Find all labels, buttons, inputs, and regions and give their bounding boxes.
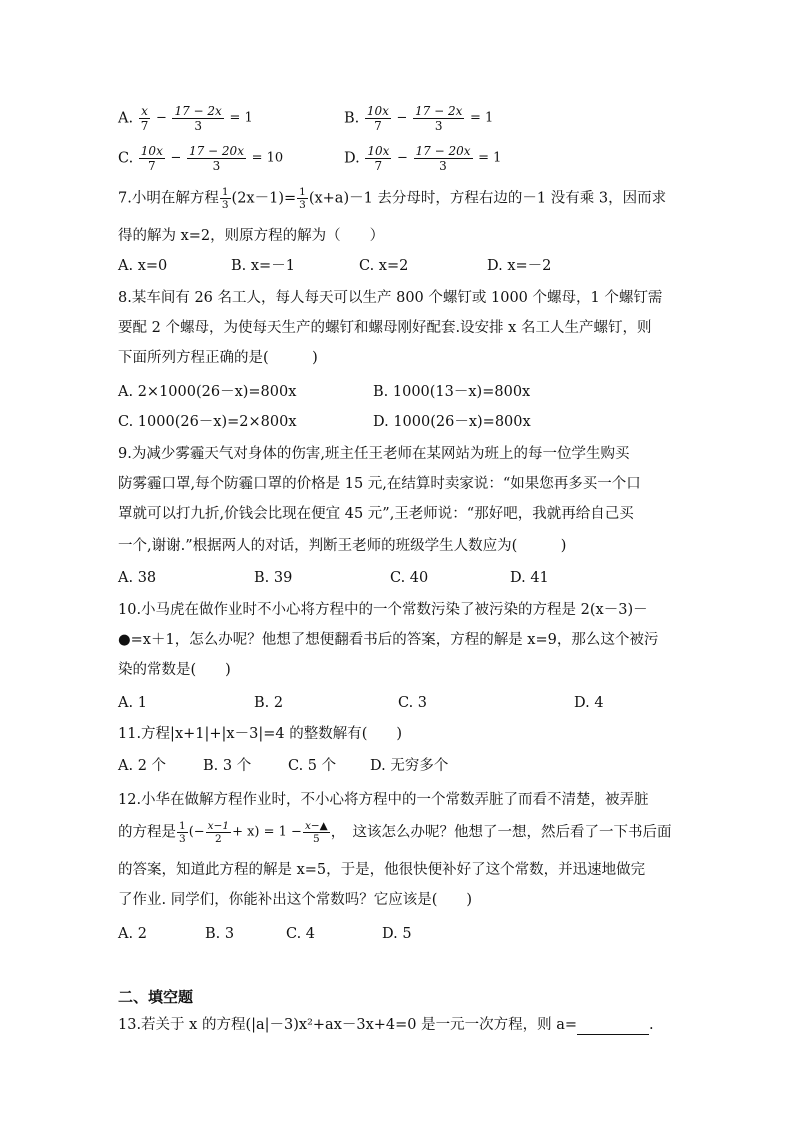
q7-option-c: C. x=2 xyxy=(359,258,409,274)
q12-line-4: 了作业. 同学们，你能补出这个常数吗？它应该是( ) xyxy=(118,892,473,908)
fraction: $\frac{1}{3}$ xyxy=(299,186,306,211)
q11-option-b: B. 3 个 xyxy=(203,758,252,774)
q10-line-2: ●=x＋1，怎么办呢？他想了想便翻看书后的答案，方程的解是 x=9，那么这个被污 xyxy=(118,632,659,648)
q12-option-c: C. 4 xyxy=(286,926,316,942)
q8-option-c: C. 1000(26－x)=2×800x xyxy=(118,414,297,430)
q9-line-1: 9.为减少雾霾天气对身体的伤害,班主任王老师在某网站为班上的每一位学生购买 xyxy=(118,446,630,462)
q7-line-1: 7.小明在解方程 $\frac{1}{3}$ (2x－1)= $\frac{1}{3}$ (x+a)－1 去分母时，方程右边的－1 没有乘 3，因而求 xyxy=(118,186,667,211)
q11-line-1: 11.方程|x+1|+|x－3|=4 的整数解有( ) xyxy=(118,726,403,742)
q8-line-3: 下面所列方程正确的是( ) xyxy=(118,350,318,366)
q6-option-c: C. $\frac{10x}{7}$ − $\frac{17 - 20x}{3}$ = 10 xyxy=(118,144,284,173)
q9-option-d: D. 41 xyxy=(510,570,549,586)
q8-option-b: B. 1000(13－x)=800x xyxy=(373,384,531,400)
q7-option-b: B. x=－1 xyxy=(231,258,295,274)
section-heading: 二、填空题 xyxy=(118,988,194,1006)
q9-option-a: A. 38 xyxy=(118,570,157,586)
fraction: $\frac{17 - 2x}{3}$ xyxy=(174,104,222,133)
q6-option-b: B. $\frac{10x}{7}$ − $\frac{17 - 2x}{3}$ = 1 xyxy=(344,104,494,133)
q11-option-d: D. 无穷多个 xyxy=(370,758,449,774)
q6-option-a: A. $\frac{x}{7}$ − $\frac{17 - 2x}{3}$ = 1 xyxy=(118,104,253,133)
q9-line-3: 罩就可以打九折,价钱会比现在便宜 45 元”,王老师说：“那好吧，我就再给自己买 xyxy=(118,506,634,522)
q10-option-b: B. 2 xyxy=(254,695,284,711)
fraction: $\frac{17 - 20x}{3}$ xyxy=(188,144,244,173)
q8-option-d: D. 1000(26－x)=800x xyxy=(373,414,531,430)
q11-option-c: C. 5 个 xyxy=(288,758,337,774)
fraction: $\frac{10x}{7}$ xyxy=(140,144,163,173)
q12-line-1: 12.小华在做解方程作业时，不小心将方程中的一个常数弄脏了而看不清楚，被弄脏 xyxy=(118,792,649,808)
q10-option-d: D. 4 xyxy=(574,695,604,711)
q8-option-a: A. 2×1000(26－x)=800x xyxy=(118,384,297,400)
q7-line-2: 得的解为 x=2，则原方程的解为（ ） xyxy=(118,228,385,244)
fraction: $\frac{10x}{7}$ xyxy=(367,144,390,173)
q10-option-a: A. 1 xyxy=(118,695,147,711)
q9-line-2: 防雾霾口罩,每个防霾口罩的价格是 15 元,在结算时卖家说：“如果您再多买一个口 xyxy=(118,476,641,492)
answer-blank[interactable] xyxy=(577,1018,649,1035)
q9-option-b: B. 39 xyxy=(254,570,293,586)
fraction: $\frac{17 - 2x}{3}$ xyxy=(415,104,463,133)
q11-option-a: A. 2 个 xyxy=(118,758,167,774)
q12-line-2: 的方程是 $\frac{1}{3}$ (− $\frac{x-1}{2}$ + x) = 1 − $\frac{x-▲}{5}$ ， 这该怎么办呢？他想了一想，然后看了一下书后面 xyxy=(118,820,672,845)
q10-line-3: 染的常数是( ) xyxy=(118,662,231,678)
q8-line-1: 8.某车间有 26 名工人，每人每天可以生产 800 个螺钉或 1000 个螺母，1 个螺钉需 xyxy=(118,290,663,306)
fraction: $\frac{x}{7}$ xyxy=(140,104,149,133)
q6-option-d: D. $\frac{10x}{7}$ − $\frac{17 - 20x}{3}$ = 1 xyxy=(344,144,502,173)
q12-option-d: D. 5 xyxy=(382,926,412,942)
fraction: $\frac{10x}{7}$ xyxy=(366,104,389,133)
q12-line-3: 的答案，知道此方程的解是 x=5，于是，他很快便补好了这个常数，并迅速地做完 xyxy=(118,862,646,878)
fraction: $\frac{1}{3}$ xyxy=(179,820,186,845)
q13-line-1: 13.若关于 x 的方程(|a|－3)x²+ax－3x+4=0 是一元一次方程，则 a= . xyxy=(118,1017,654,1033)
q7-option-d: D. x=－2 xyxy=(487,258,552,274)
q10-line-1: 10.小马虎在做作业时不小心将方程中的一个常数污染了被污染的方程是 2(x－3)－ xyxy=(118,602,648,618)
q7-option-a: A. x=0 xyxy=(118,258,168,274)
q8-line-2: 要配 2 个螺母，为使每天生产的螺钉和螺母刚好配套.设安排 x 名工人生产螺钉，则 xyxy=(118,320,652,336)
q9-option-c: C. 40 xyxy=(390,570,429,586)
fraction: $\frac{x-▲}{5}$ xyxy=(304,820,328,845)
q12-option-b: B. 3 xyxy=(205,926,235,942)
q12-option-a: A. 2 xyxy=(118,926,147,942)
q10-option-c: C. 3 xyxy=(398,695,428,711)
fraction: $\frac{1}{3}$ xyxy=(221,186,229,211)
fraction: $\frac{x-1}{2}$ xyxy=(207,820,230,845)
q9-line-4: 一个,谢谢.”根据两人的对话，判断王老师的班级学生人数应为( ) xyxy=(118,538,567,554)
fraction: $\frac{17 - 20x}{3}$ xyxy=(415,144,471,173)
